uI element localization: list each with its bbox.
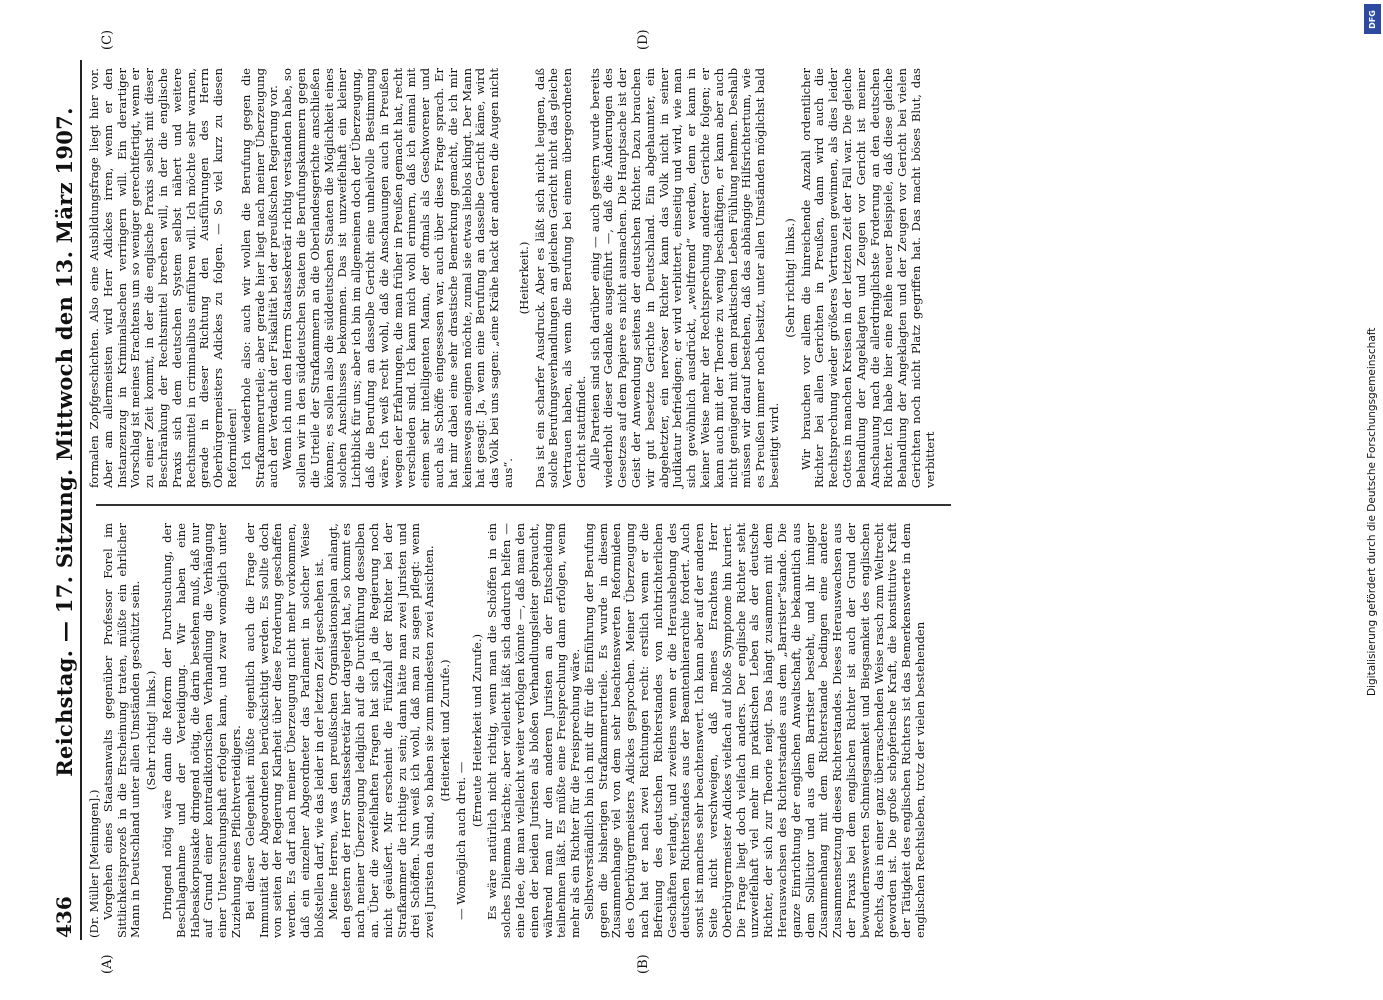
page-number: 436: [52, 896, 76, 938]
left-text-column: [88, 523, 928, 938]
speaker-label: (Dr. Müller [Meiningen].): [87, 789, 101, 938]
paragraph: Alle Parteien sind sich darüber einig — auch gestern wurde bereits wiederholt dieser Gedanke ausgeführt —, daß die Änderungen des Gesetzes auf dem Papiere es nicht ausmachen. Die Hauptsache ist der Geist der Anwendung seitens der deutschen Richter. Dazu brauchen wir gut besetzte Gerichte in Deutschland. Ein abgehaumter, ein abgehetzter, ein nervöser Richter kann das Volk nicht in seiner Judikatur befriedigen; er wird verbittert, einseitig und wird, wie man sich gewöhnlich ausdrückt, „weltfremd“ werden, denn er kann in keiner Weise mehr der Rechtsprechung anderer Gerichte folgen; er kann auch mit der Theorie zu wenig beschäftigen, er kann aber auch nicht genügend mit dem praktischen Leben Fühlung nehmen. Deshalb müssen wir darauf bestehen, daß das abhängige Hilfsrichtertum, wie es Preußen immer noch besitzt, unter allen Umständen möglichst bald beseitigt wird.: [587, 68, 782, 488]
interjection: (Heiterkeit und Zurufe.): [437, 659, 452, 802]
header-rule: [80, 60, 82, 940]
paragraph: Bei dieser Gelegenheit müßte eigentlich auch die Frage der Immunität der Abgeordneten berücksichtigt werden. Es sollte doch von seiten der Regierung Klarheit über diese Forderung geschaffen werden. Es darf nach meiner Überzeugung nicht mehr vorkommen, daß ein einzelner Abgeordneter das Parlament in solcher Weise bloßstellen darf, wie das leider in der letzten Zeit geschehen ist.: [242, 523, 326, 938]
margin-marker-d: (D): [636, 29, 651, 50]
column-divider: [96, 504, 951, 506]
margin-marker-a: (A): [100, 954, 115, 974]
paragraph: Selbstverständlich bin ich mit dir für die Einführung der Berufung gegen die bisherigen Strafkammerurteile. Es wurde in diesem Zusammenhange viel von dem sehr beachtenswerten Reformideen des Oberbürgermeisters Adickes gesprochen. Meiner Überzeugung nach hat er nach zwei Richtungen recht: erstlich wenn er die Befreiung des deutschen Richterstandes von nichtrichterlichen Geschäften verlangt, und zweitens wenn er die Heraushebung des deutschen Richterstandes aus der Beamtenhierarchie fordert. Auch sonst ist manches sehr beachtenswert. Ich kann aber auf der anderen Seite nicht verschweigen, daß meines Erachtens Herr Oberbürgermeister Adickes vielfach auf bloße Symptome hin kuriert. Die Frage liegt doch vielfach anders. Der englische Richter steht unzweifelhaft viel mehr im praktischen Leben als der deutsche Richter, der sich zur Theorie neigt. Das hängt zusammen mit dem Herauswachsen des Richterstandes aus dem „Barrister“stande. Die ganze Einrichtung der englischen Anwaltschaft, die bekanntlich aus dem Sollicitor und aus dem Barrister besteht, und ihr inniger Zusammenhang mit dem Richterstande bedingen eine andere Zusammensetzung dieses Richterstandes. Dieses Herauswachsen aus der Praxis bei dem englischen Richter ist auch der Grund der bewundernswerten Schmiegsamkeit und Biegsamkeit des englischen Rechts, das in einer ganz überraschenden Weise rasch zum Weltrecht geworden ist. Die große schöpferische Kraft, die konstitutive Kraft der Tätigkeit des englischen Richters ist das Bemerkenswerte in dem englischen Rechtsleben, trotz der vielen bestehenden: [581, 523, 928, 938]
paragraph: Ich wiederhole also: auch wir wollen die Berufung gegen die Strafkammerurteile; aber gerade hier liegt nach meiner Überzeugung auch der Verdacht der Fiskalität bei der preußischen Regierung vor.: [238, 68, 281, 488]
digitization-credit: [1366, 6, 1380, 696]
interjection: (Sehr richtig! links.): [144, 670, 159, 791]
paragraph: Wir brauchen vor allem die hinreichende Anzahl ordentlicher Richter bei allen Gerichten in Preußen, dann wird auch die Rechtsprechung wieder größeres Vertrauen gewinnen, als dies leider Gottes in manchen Kreisen in der letzten Zeit der Fall war. Die gleiche Behandlung der Angeklagten und Zeugen vor Gericht ist meiner Anschauung nach die allerdringlichste Forderung an den deutschen Richter. Ich habe hier eine Reihe neuer Beispiele, daß diese gleiche Behandlung der Angeklagten und der Zeugen vor Gericht bei vielen Gerichten noch nicht Platz gegriffen hat. Das macht böses Blut, das verbittert: [798, 68, 937, 488]
dfg-logo-text: DFG: [1368, 9, 1378, 29]
dfg-logo: [1364, 4, 1381, 34]
credit-text: Digitalisierung gefördert durch die Deutsche Forschungsgemeinschaft: [1366, 327, 1378, 696]
paragraph: — Womöglich auch drei. —: [453, 761, 468, 920]
page-header-title: Reichstag. — 17. Sitzung. Mittwoch den 13. März 1907.: [52, 107, 77, 777]
interjection: (Sehr richtig! links.): [782, 218, 797, 338]
paragraph: Wenn ich nun den Herrn Staatssekretär richtig verstanden habe, so sollen wir in den süddeutschen Staaten die Berufungskammern gegen die Urteile der Strafkammern an die Oberlandesgerichte anschließen können; es sollen also die süddeutschen Staaten die Möglichkeit eines solchen Anschlusses bekommen. Das ist unzweifelhaft ein kleiner Lichtblick für uns; aber ich bin im allgemeinen doch der Überzeugung, daß die Berufung an dasselbe Gericht eine unheilvolle Bestimmung wäre. Ich weiß recht wohl, daß die Anschauungen auch in Preußen wegen der Erfahrungen, die man früher in Preußen gemacht hat, recht verschieden sind. Ich kann mich wohl erinnern, daß ich einmal mit einem sehr intelligenten Mann, der oftmals als Geschworener und auch als Schöffe eingesessen war, auch über diese Frage sprach. Er hat mir dabei eine sehr drastische Bemerkung gemacht, die ich mir keineswegs aneignen möchte, zumal sie etwas lieblos klingt. Der Mann hat gesagt: Ja, wenn eine Berufung an dasselbe Gericht käme, wird das Volk bei uns sagen: „eine Krähe hackt der anderen die Augen nicht aus“.: [280, 68, 515, 488]
margin-marker-c: (C): [100, 29, 115, 50]
paragraph: formalen Zopfgeschichten. Also eine Ausbildungsfrage liegt hier vor. Aber am allermeisten wird Herr Adickes irren, wenn er den Instanzenzug in Kriminalsachen verringern will. Ein derartiger Vorschlag ist meines Erachtens um so weniger gerechtfertigt, wenn er zu einer Zeit kommt, in der die englische Praxis selbst mit dieser Beschränkung der Rechtsmittel brechen will, in der die englische Praxis sich dem deutschen System selbst nähert und weitere Rechtsmittel in criminalibus einführen will. Ich möchte sehr warnen, gerade in dieser Richtung den Ausführungen des Herrn Oberbürgermeisters Adickes zu folgen. — So viel kurz zu diesen Reformideen!: [87, 68, 239, 488]
paragraph: Meine Herren, was den preußischen Organisationsplan anlangt, den gestern der Herr Staatssekretär hier dargelegt hat, so kommt es nach meiner Überzeugung lediglich auf die Durchführung desselben an. Über die zweifelhaften Fragen hat sich ja die Regierung noch nicht geäußert. Mir erscheint die Fünfzahl der Richter bei der Strafkammer die richtige zu sein; dann hätte man zwei Juristen und drei Schöffen. Nun weiß ich wohl, daß man zu sagen pflegt: wenn zwei Juristen da sind, so haben sie zum mindesten zwei Ansichten.: [325, 523, 437, 938]
right-text-column: [88, 68, 938, 488]
paragraph: Vorgehen eines Staatsanwalts gegenüber Professor Forel im Sittlichkeitsprozeß in die Erscheinung traten, müßte ein ehrlicher Mann in Deutschland unter allen Umständen geschützt sein.: [100, 523, 143, 938]
interjection: (Heiterkeit.): [516, 241, 531, 315]
paragraph: Es wäre natürlich nicht richtig, wenn man die Schöffen in ein solches Dilemma brächte; aber vielleicht läßt sich dadurch helfen — eine Idee, die man vielleicht weiter verfolgen könnte —, daß man den einen der beiden Juristen als bloßen Verhandlungsleiter gebraucht, während man nur den anderen Juristen an der Entscheidung teilnehmen läßt. Es müßte eine Freisprechung dann erfolgen, wenn mehr als ein Richter für die Freisprechung wäre.: [485, 523, 583, 938]
paragraph: Dringend nötig wäre dann die Reform der Durchsuchung, der Beschlagnahme und der Verteidigung. Wir haben eine Habeaskorpusakte dringend nötig, die darin bestehen muß, daß nur auf Grund einer kontradiktorischen Verhandlung die Verhängung einer Untersuchungshaft erfolgen kann, und zwar womöglich unter Zuziehung eines Pflichtverteidigers.: [159, 523, 243, 938]
interjection: (Erneute Heiterkeit und Zurufe.): [469, 633, 484, 828]
margin-marker-b: (B): [636, 954, 651, 974]
paragraph: Das ist ein scharfer Ausdruck. Aber es läßt sich nicht leugnen, daß solche Berufungsverhandlungen an gleichen Gericht nicht das gleiche Vertrauen haben, als wenn die Berufung bei einem übergeordneten Gericht stattfindet.: [532, 68, 588, 488]
